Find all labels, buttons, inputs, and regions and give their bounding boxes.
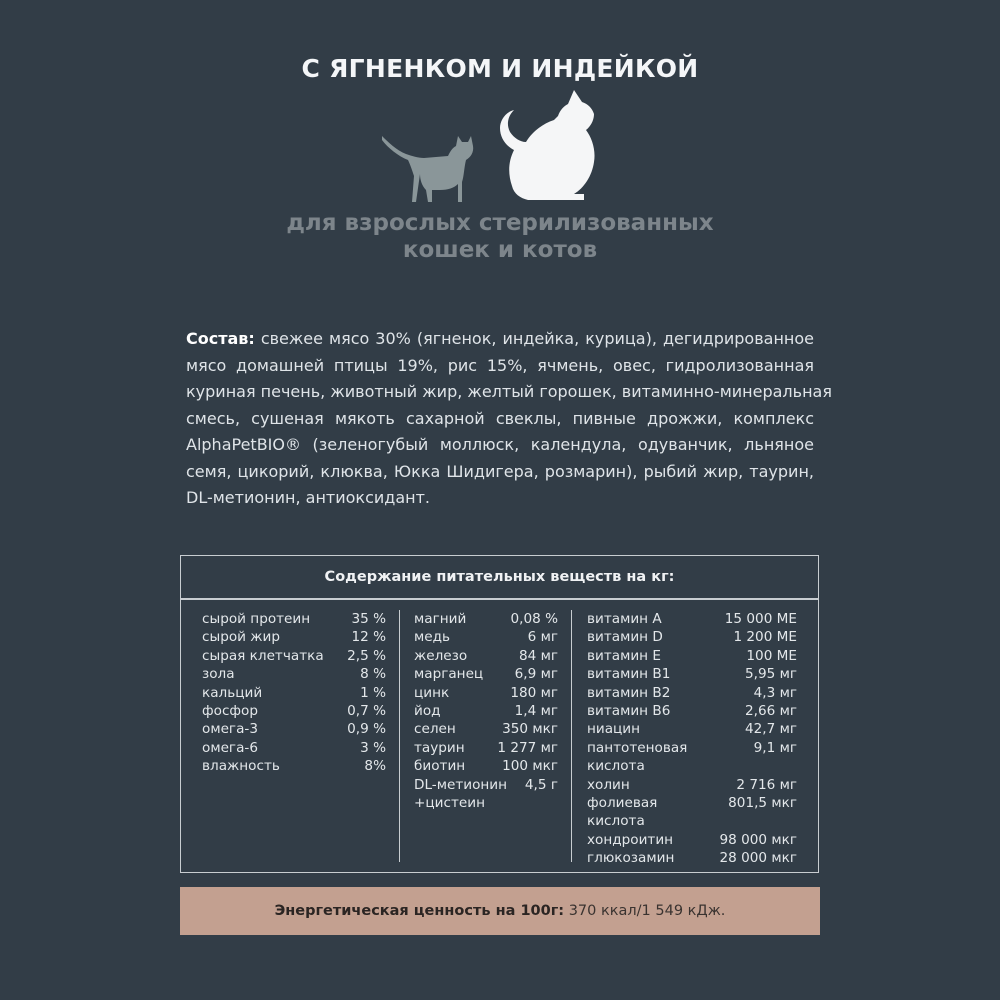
nutrient-value: 6,9 мг <box>514 666 558 683</box>
nutrient-name: +цистеин <box>414 795 485 812</box>
nutrient-value: 3 % <box>360 739 386 756</box>
nutrient-value: 8 % <box>360 666 386 683</box>
nutrient-value: 0,9 % <box>347 721 386 738</box>
nutrient-name: зола <box>202 666 235 683</box>
nutrient-name: омега-6 <box>202 739 258 756</box>
nutrient-value: 2 716 мг <box>736 776 797 793</box>
nutrient-row <box>414 628 558 646</box>
nutrient-name: цинк <box>414 684 450 701</box>
nutrient-name: омега-3 <box>202 721 258 738</box>
nutrient-row <box>414 794 558 812</box>
nutrient-name: кислота <box>587 758 645 775</box>
small-cat-icon <box>382 136 473 202</box>
composition-line: Состав: свежее мясо 30% (ягненок, индейка, курица), дегидрированное <box>186 329 814 348</box>
nutrient-name: магний <box>414 611 467 627</box>
nutrient-name: влажность <box>202 758 280 775</box>
energy-value: 370 ккал/1 549 кДж. <box>564 903 726 919</box>
nutrient-row <box>587 720 797 738</box>
nutrient-row <box>587 776 797 794</box>
nutrient-value: 28 000 мкг <box>719 850 797 867</box>
nutrient-name: сырой жир <box>202 629 281 646</box>
nutrients-table <box>180 555 819 873</box>
nutrient-row <box>587 757 797 775</box>
nutrient-value: 84 мг <box>518 647 558 664</box>
nutrient-value: 4,3 мг <box>753 684 797 701</box>
nutrient-row <box>587 831 797 849</box>
nutrient-value: 15 000 МЕ <box>724 611 797 627</box>
nutrients-column-1 <box>202 610 386 776</box>
nutrient-row <box>414 684 558 702</box>
subtitle <box>0 210 1000 264</box>
nutrients-title: Содержание питательных веществ на кг: <box>324 569 675 585</box>
nutrient-row <box>414 665 558 683</box>
nutrient-value: 801,5 мкг <box>728 795 797 812</box>
nutrient-row <box>587 647 797 665</box>
nutrient-name: витамин Е <box>587 647 661 664</box>
nutrient-value: 98 000 мкг <box>719 831 797 848</box>
nutrient-name: витамин В1 <box>587 666 671 683</box>
divider <box>399 610 400 862</box>
nutrient-name: витамин D <box>587 629 663 646</box>
nutrient-row <box>414 739 558 757</box>
nutrient-name: таурин <box>414 739 465 756</box>
nutrient-row <box>202 720 386 738</box>
nutrient-row <box>587 849 797 867</box>
nutrient-row <box>202 702 386 720</box>
nutrient-value: 2,5 % <box>347 647 386 664</box>
nutrient-row <box>587 702 797 720</box>
nutrient-name: марганец <box>414 666 484 683</box>
nutrient-name: холин <box>587 776 630 793</box>
nutrient-row <box>202 739 386 757</box>
composition-label: Состав: <box>186 329 255 348</box>
nutrient-row <box>202 628 386 646</box>
nutrient-name: селен <box>414 721 456 738</box>
composition-line: смесь, сушеная мякоть сахарной свеклы, пивные дрожжи, комплекс <box>186 408 814 428</box>
nutrient-name: DL-метионин <box>414 776 508 793</box>
energy-label: Энергетическая ценность на 100г: <box>274 903 565 919</box>
nutrient-row <box>587 684 797 702</box>
composition-line: семя, цикорий, клюква, Юкка Шидигера, розмарин), рыбий жир, таурин, <box>186 461 814 481</box>
nutrient-name: витамин А <box>587 611 662 627</box>
nutrient-row <box>202 665 386 683</box>
nutrient-row <box>202 647 386 665</box>
nutrient-value: 5,95 мг <box>745 666 797 683</box>
nutrient-name: глюкозамин <box>587 850 675 867</box>
composition-line: куриная печень, животный жир, желтый горошек, витаминно-минеральная <box>186 382 832 401</box>
divider <box>181 598 818 600</box>
nutrient-row <box>414 647 558 665</box>
nutrients-column-3 <box>587 610 797 868</box>
nutrient-value: 12 % <box>351 629 386 646</box>
nutrient-value: 4,5 г <box>524 776 558 793</box>
composition-line: мясо домашней птицы 19%, рис 15%, ячмень, овес, гидролизованная <box>186 355 814 375</box>
nutrient-name: витамин В2 <box>587 684 671 701</box>
energy-value-band <box>180 887 820 935</box>
nutrient-name: йод <box>414 703 441 720</box>
nutrient-value: 42,7 мг <box>745 721 797 738</box>
nutrient-row <box>587 628 797 646</box>
nutrient-row <box>414 720 558 738</box>
product-title: С ЯГНЕНКОМ И ИНДЕЙКОЙ <box>301 54 699 83</box>
nutrient-value: 1,4 мг <box>514 703 558 720</box>
nutrient-name: пантотеновая <box>587 739 688 756</box>
composition-text <box>186 326 832 512</box>
nutrient-row <box>202 684 386 702</box>
nutrient-name: витамин В6 <box>587 703 671 720</box>
nutrient-name: фосфор <box>202 703 258 720</box>
nutrient-row <box>587 610 797 628</box>
nutrient-value: 350 мкг <box>502 721 558 738</box>
subtitle-line: кошек и котов <box>402 237 598 263</box>
nutrient-value: 1 200 МЕ <box>733 629 797 646</box>
nutrient-row <box>202 610 386 628</box>
nutrient-value: 2,66 мг <box>745 703 797 720</box>
nutrient-value: 180 мг <box>510 684 558 701</box>
nutrient-name: хондроитин <box>587 831 674 848</box>
nutrient-row <box>202 757 386 775</box>
nutrient-row <box>414 776 558 794</box>
nutrient-row <box>587 794 797 812</box>
nutrient-name: медь <box>414 629 451 646</box>
nutrient-row <box>414 610 558 628</box>
nutrient-value: 8% <box>364 758 386 775</box>
nutrient-value: 0,08 % <box>510 611 558 627</box>
nutrient-row <box>587 739 797 757</box>
composition-line: DL-метионин, антиоксидант. <box>186 488 431 507</box>
nutrient-name: биотин <box>414 758 466 775</box>
subtitle-line: для взрослых стерилизованных <box>286 210 714 236</box>
large-cat-icon <box>500 90 595 200</box>
nutrient-value: 35 % <box>351 611 386 627</box>
nutrient-row <box>414 702 558 720</box>
nutrient-value: 1 277 мг <box>497 739 558 756</box>
nutrient-value: 1 % <box>360 684 386 701</box>
nutrient-name: железо <box>414 647 468 664</box>
nutrient-value: 100 мкг <box>502 758 558 775</box>
nutrient-name: сырой протеин <box>202 611 311 627</box>
nutrient-value: 0,7 % <box>347 703 386 720</box>
nutrient-name: ниацин <box>587 721 641 738</box>
nutrient-value: 100 МЕ <box>746 647 797 664</box>
nutrient-row <box>587 812 797 830</box>
nutrient-name: сырая клетчатка <box>202 647 324 664</box>
nutrient-row <box>414 757 558 775</box>
cats-illustration <box>378 86 618 211</box>
nutrient-name: кальций <box>202 684 263 701</box>
nutrient-value: 9,1 мг <box>753 739 797 756</box>
nutrient-value: 6 мг <box>527 629 558 646</box>
nutrient-name: фолиевая <box>587 795 658 812</box>
nutrients-column-2 <box>414 610 558 812</box>
composition-line: AlphaPetBIO® (зеленогубый моллюск, календула, одуванчик, льняное <box>186 435 814 454</box>
nutrient-row <box>587 665 797 683</box>
divider <box>571 610 572 862</box>
nutrient-name: кислота <box>587 813 645 830</box>
